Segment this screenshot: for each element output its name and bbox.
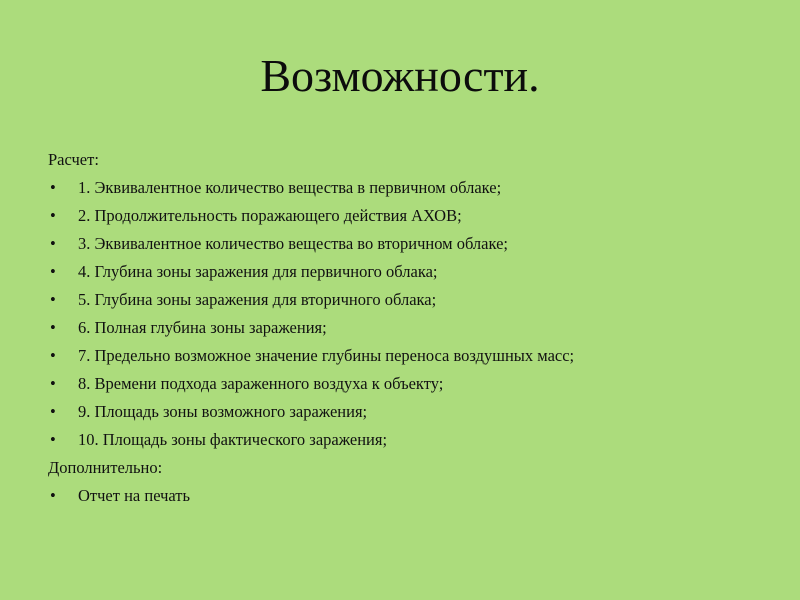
list-item: • 3. Эквивалентное количество вещества во вторичном облаке;	[48, 230, 768, 258]
slide-title: Возможности.	[260, 50, 540, 101]
bullet-icon: •	[50, 374, 56, 393]
bullet-icon: •	[50, 234, 56, 253]
list-item: • 9. Площадь зоны возможного заражения;	[48, 398, 768, 426]
bullet-icon: •	[50, 486, 56, 505]
list-item: • 8. Времени подхода зараженного воздуха к объекту;	[48, 370, 768, 398]
calculation-list	[48, 174, 768, 454]
bullet-icon: •	[50, 346, 56, 365]
bullet-icon: •	[50, 318, 56, 337]
list-item: • 4. Глубина зоны заражения для первичного облака;	[48, 258, 768, 286]
section-heading-calculation: Расчет:	[48, 150, 99, 169]
bullet-icon: •	[50, 430, 56, 449]
bullet-icon: •	[50, 178, 56, 197]
list-item: • 10. Площадь зоны фактического заражения;	[48, 426, 768, 454]
list-item: • 5. Глубина зоны заражения для вторичного облака;	[48, 286, 768, 314]
list-item: • 1. Эквивалентное количество вещества в первичном облаке;	[48, 174, 768, 202]
list-item: • 7. Предельно возможное значение глубины переноса воздушных масс;	[48, 342, 768, 370]
bullet-icon: •	[50, 402, 56, 421]
section-heading-additional: Дополнительно:	[48, 458, 163, 477]
bullet-icon: •	[50, 206, 56, 225]
list-item: • 6. Полная глубина зоны заражения;	[48, 314, 768, 342]
list-item: • Отчет на печать	[48, 482, 768, 510]
slide-content	[48, 146, 768, 510]
bullet-icon: •	[50, 290, 56, 309]
additional-list	[48, 482, 768, 510]
bullet-icon: •	[50, 262, 56, 281]
list-item: • 2. Продолжительность поражающего действия АХОВ;	[48, 202, 768, 230]
